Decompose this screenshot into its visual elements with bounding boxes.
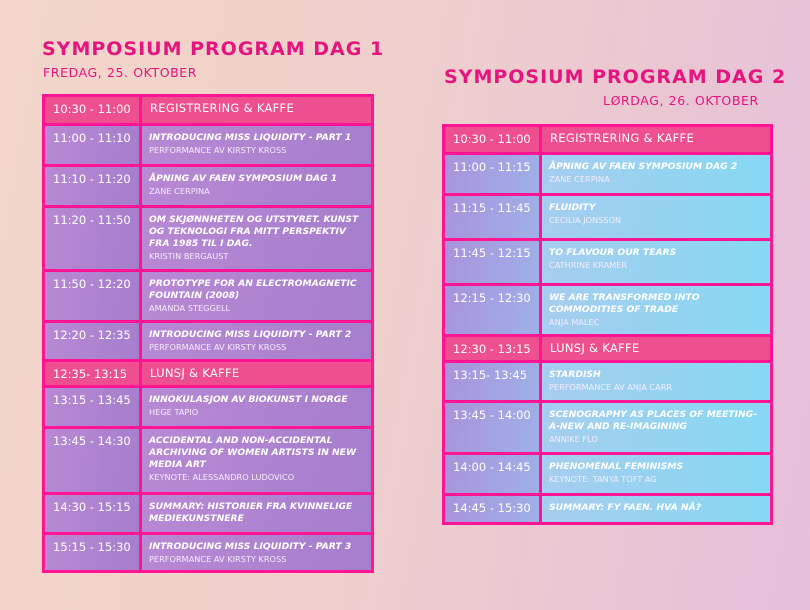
- row-info: [542, 496, 770, 522]
- session-presenter: KEYNOTE: ALESSANDRO LUDOVICO: [149, 472, 295, 482]
- session-title: SUMMARY: HISTORIER FRA KVINNELIGE MEDIEKUNSTNERE: [149, 501, 353, 524]
- schedule-row: [445, 155, 770, 193]
- row-time: 15:15 - 15:30: [45, 535, 139, 570]
- row-info: [142, 535, 371, 570]
- row-time: 11:10 - 11:20: [45, 167, 139, 205]
- schedule-row: [45, 208, 371, 269]
- schedule-row: [445, 496, 770, 522]
- row-time: 10:30 - 11:00: [45, 97, 139, 123]
- session-title: SUMMARY: FY FAEN. HVA NÅ?: [549, 502, 702, 513]
- session-title: PROTOTYPE FOR AN ELECTROMAGNETIC FOUNTAIN (2008): [149, 278, 357, 301]
- row-time: 13:15- 13:45: [445, 363, 539, 400]
- session-presenter: ZANE CERPINA: [549, 174, 610, 184]
- row-info: [542, 363, 770, 400]
- schedule-row: [45, 126, 371, 164]
- schedule-row: [45, 167, 371, 205]
- session-title: STARDISH: [549, 369, 601, 380]
- row-info: [142, 272, 371, 320]
- day2-title: SYMPOSIUM PROGRAM DAG 2: [444, 66, 787, 88]
- session-presenter: ANJA MALEC: [549, 317, 600, 327]
- row-time: 11:15 - 11:45: [445, 196, 539, 238]
- row-time: 12:20 - 12:35: [45, 323, 139, 359]
- session-presenter: PERFORMANCE AV ANJA CARR: [549, 382, 673, 392]
- schedule-row: [445, 286, 770, 334]
- schedule-row: [45, 272, 371, 320]
- break-label: LUNSJ & KAFFE: [550, 341, 640, 355]
- row-info: [542, 286, 770, 334]
- row-info: [142, 388, 371, 426]
- row-time: 11:00 - 11:15: [445, 155, 539, 193]
- day2-program-table: [442, 124, 773, 525]
- session-title: ÅPNING AV FAEN SYMPOSIUM DAG 2: [549, 161, 738, 172]
- row-time: 11:45 - 12:15: [445, 241, 539, 283]
- schedule-row: [445, 455, 770, 493]
- schedule-row-break: [445, 337, 770, 360]
- schedule-row: [45, 388, 371, 426]
- day1-date: FREDAG, 25. OKTOBER: [43, 65, 198, 80]
- row-info: [142, 97, 371, 123]
- schedule-row: [45, 495, 371, 532]
- day1-program-table: [42, 94, 374, 573]
- schedule-row-break: [445, 127, 770, 152]
- session-presenter: CATHRINE KRAMER: [549, 260, 628, 270]
- session-presenter: HEGE TAPIO: [149, 407, 199, 417]
- session-title: INTRODUCING MISS LIQUIDITY - PART 3: [149, 541, 352, 552]
- session-title: FLUIDITY: [549, 202, 596, 213]
- schedule-row: [445, 196, 770, 238]
- session-title: ÅPNING AV FAEN SYMPOSIUM DAG 1: [149, 173, 338, 184]
- day2-date: LØRDAG, 26. OKTOBER: [603, 93, 759, 108]
- day1-title: SYMPOSIUM PROGRAM DAG 1: [42, 38, 385, 60]
- session-presenter: PERFORMANCE AV KIRSTY KROSS: [149, 554, 287, 564]
- session-presenter: ANNIKE FLO: [549, 434, 598, 444]
- row-info: [142, 208, 371, 269]
- row-time: 13:15 - 13:45: [45, 388, 139, 426]
- row-info: [142, 429, 371, 492]
- session-presenter: KEYNOTE: TANYA TOFT AG: [549, 474, 657, 484]
- row-time: 11:00 - 11:10: [45, 126, 139, 164]
- row-info: [542, 127, 770, 152]
- break-label: REGISTRERING & KAFFE: [150, 101, 295, 115]
- row-info: [142, 495, 371, 532]
- session-presenter: CECILIA JONSSON: [549, 215, 622, 225]
- row-time: 14:00 - 14:45: [445, 455, 539, 493]
- session-title: PHENOMENAL FEMINISMS: [549, 461, 684, 472]
- schedule-row: [445, 241, 770, 283]
- schedule-row: [445, 403, 770, 452]
- session-title: TO FLAVOUR OUR TEARS: [549, 247, 677, 258]
- schedule-row: [45, 323, 371, 359]
- row-time: 12:15 - 12:30: [445, 286, 539, 334]
- schedule-row-break: [45, 362, 371, 385]
- session-presenter: ZANE CERPINA: [149, 186, 210, 196]
- schedule-row: [45, 535, 371, 570]
- session-presenter: PERFORMANCE AV KIRSTY KROSS: [149, 342, 287, 352]
- row-info: [142, 323, 371, 359]
- row-info: [542, 241, 770, 283]
- row-info: [542, 155, 770, 193]
- row-info: [542, 455, 770, 493]
- row-info: [542, 196, 770, 238]
- session-presenter: PERFORMANCE AV KIRSTY KROSS: [149, 145, 287, 155]
- row-time: 11:20 - 11:50: [45, 208, 139, 269]
- row-info: [142, 167, 371, 205]
- session-title: INTRODUCING MISS LIQUIDITY - PART 1: [149, 132, 352, 143]
- session-presenter: KRISTIN BERGAUST: [149, 251, 229, 261]
- schedule-row-break: [45, 97, 371, 123]
- row-time: 10:30 - 11:00: [445, 127, 539, 152]
- row-time: 13:45 - 14:00: [445, 403, 539, 452]
- break-label: LUNSJ & KAFFE: [150, 366, 240, 380]
- schedule-row: [45, 429, 371, 492]
- break-label: REGISTRERING & KAFFE: [550, 131, 695, 145]
- row-time: 11:50 - 12:20: [45, 272, 139, 320]
- row-time: 12:30 - 13:15: [445, 337, 539, 360]
- row-time: 14:30 - 15:15: [45, 495, 139, 532]
- session-title: INTRODUCING MISS LIQUIDITY - PART 2: [149, 329, 352, 340]
- session-title: INNOKULASJON AV BIOKUNST I NORGE: [149, 394, 348, 405]
- row-info: [542, 403, 770, 452]
- row-info: [142, 126, 371, 164]
- row-time: 14:45 - 15:30: [445, 496, 539, 522]
- session-presenter: AMANDA STEGGELL: [149, 303, 231, 313]
- row-info: [142, 362, 371, 385]
- schedule-row: [445, 363, 770, 400]
- row-info: [542, 337, 770, 360]
- row-time: 12:35- 13:15: [45, 362, 139, 385]
- session-title: SCENOGRAPHY AS PLACES OF MEETING-A-NEW AND RE-IMAGINING: [549, 409, 758, 432]
- session-title: WE ARE TRANSFORMED INTO COMMODITIES OF TRADE: [549, 292, 700, 315]
- session-title: ACCIDENTAL AND NON-ACCIDENTAL ARCHIVING OF WOMEN ARTISTS IN NEW MEDIA ART: [149, 435, 357, 470]
- row-time: 13:45 - 14:30: [45, 429, 139, 492]
- session-title: OM SKJØNNHETEN OG UTSTYRET. KUNST OG TEKNOLOGI FRA MITT PERSPEKTIV FRA 1985 TIL I DAG.: [149, 214, 359, 249]
